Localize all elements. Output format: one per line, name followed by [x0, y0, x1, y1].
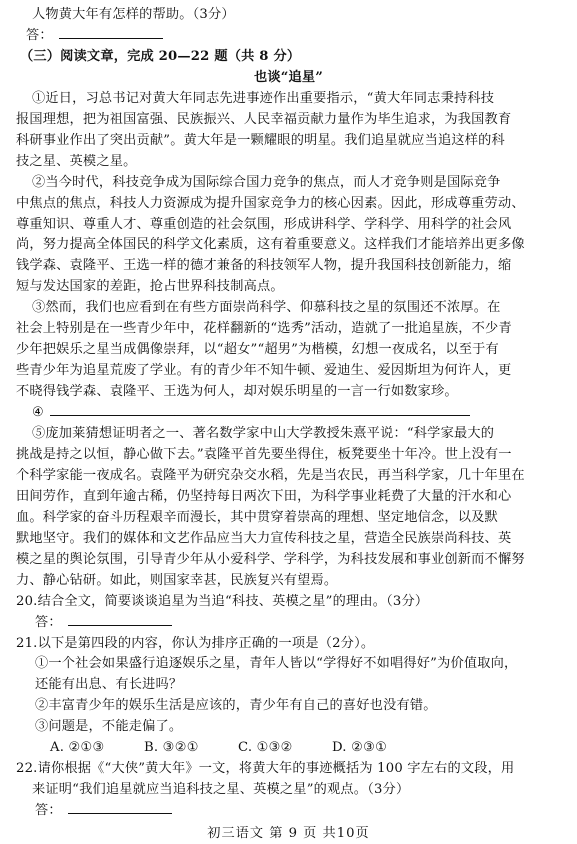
para1-line: 报国理想，把为祖国富强、民族振兴、人民幸福贡献力量作为毕生追求，为我国教育	[16, 111, 512, 127]
para5-line: 默地坚守。我们的媒体和文艺作品应当大力宣传科技之星，营造全民族崇尚科技、英	[16, 530, 512, 546]
para1-line: 科研事业作出了突出贡献”。黄大年是一颗耀眼的明星。我们追星就应当追这样的科	[16, 132, 505, 148]
option-a: A. ②①③	[50, 740, 105, 756]
option-c: C. ①③②	[238, 740, 293, 756]
answer-label: 答：	[35, 803, 62, 819]
para1-line: 技之星、英模之星。	[16, 153, 137, 169]
para2-line: ②当今时代，科技竞争成为国际综合国力竞争的焦点，而人才竞争则是国际竞争	[32, 174, 501, 190]
para5-line: ⑤庞加莱猜想证明者之一、著名数学家中山大学教授朱熹平说：“科学家最大的	[32, 426, 495, 441]
page-footer: 初三语文 第 9 页 共10页	[207, 826, 370, 842]
para2-line: 短与发达国家的差距，抢占世界科技制高点。	[16, 279, 284, 295]
question-22: 22.请你根据《“大侠”黄大年》一文，将黄大年的事迹概括为 100 字左右的文段，用	[16, 761, 515, 777]
para5-line: 个科学家能一夜成名。袁隆平为研究杂交水稻，先是当农民，再当科学家，几十年里在	[16, 467, 525, 483]
para2-line: 钱学森、袁隆平、王选一样的德才兼备的科技领军人物，提升我国科技创新能力，缩	[16, 258, 512, 274]
para5-line: 模之星的舆论氛围，引导青少年从小爱科学、学科学，为科技发展和事业创新而不懈努	[16, 551, 525, 567]
q21-item: 还能有出息、有长进吗？	[35, 677, 183, 693]
para3-line: 不晓得钱学森、袁隆平、王选为何人，却对娱乐明星的一言一行如数家珍。	[16, 384, 458, 400]
option-d: D. ②③①	[332, 740, 388, 756]
question-21: 21.以下是第四段的内容，你认为排序正确的一项是（2分）。	[16, 635, 375, 651]
q19-tail: 人物黄大年有怎样的帮助。（3分）	[32, 7, 235, 22]
para2-line: 尊重知识、尊重人才、尊重创造的社会氛围，形成讲科学、学科学、用科学的社会风	[16, 216, 512, 232]
option-b: B. ③②①	[144, 740, 199, 756]
para3-line: 少年把娱乐之星当成偶像崇拜，以“超女”“超男”为楷模，幻想一夜成名，以至于有	[16, 342, 499, 358]
q21-item: ②丰富青少年的娱乐生活是应该的，青少年有自己的喜好也没有错。	[35, 698, 437, 714]
para3-line: ③然而，我们也应看到在有些方面崇尚科学、仰慕科技之星的氛围还不浓厚。在	[32, 300, 501, 316]
answer-label: 答：	[35, 614, 62, 630]
q21-item: ③问题是，不能走偏了。	[35, 719, 183, 735]
para1-line: ①近日，习总书记对黄大年同志先进事迹作出重要指示，“黄大年同志秉持科技	[32, 90, 495, 106]
para5-line: 田间劳作，直到年逾古稀，仍坚持每日两次下田，为科学事业耗费了大量的汗水和心	[16, 488, 512, 504]
para2-line: 尚，努力提高全体国民的科学文化素质，这有着重要意义。这样我们才能培养出更多像	[16, 237, 525, 253]
para3-line: 些青少年为追星荒废了学业。有的青少年不知牛顿、爱迪生、爱因斯坦为何许人，更	[16, 363, 512, 379]
question-20: 20.结合全文，简要谈谈追星为当追“科技、英模之星”的理由。（3分）	[16, 593, 429, 609]
article-title: 也谈“追星”	[253, 69, 324, 85]
para5-line: 挑战是持之以恒，静心做下去。”袁隆平首先要坐得住，板凳要坐十年冷。世上没有一	[16, 446, 512, 462]
para5-line: 血。科学家的奋斗历程艰辛而漫长，其中贯穿着崇高的理想、坚定地信念，以及默	[16, 509, 498, 525]
q21-item: ①一个社会如果盛行追逐娱乐之星，青年人皆以“学得好不如唱得好”为价值取向，	[35, 656, 518, 672]
para2-line: 中焦点的焦点，科技人力资源成为提升国家竞争力的核心因素。因此，形成尊重劳动、	[16, 195, 525, 211]
answer-label: 答：	[26, 27, 53, 43]
para5-line: 力、静心钻研。如此，则国家幸甚，民族复兴有望焉。	[16, 572, 338, 588]
question-22: 来证明“我们追星就应当追科技之星、英模之星”的观点。（3分）	[32, 782, 410, 798]
para4-marker: ④	[32, 405, 45, 421]
section-heading: （三）阅读文章，完成 20—22 题（共 8 分）	[20, 48, 301, 64]
para3-line: 社会上特别是在一些青少年中，花样翻新的“选秀”活动，造就了一批追星族，不少青	[16, 321, 512, 337]
